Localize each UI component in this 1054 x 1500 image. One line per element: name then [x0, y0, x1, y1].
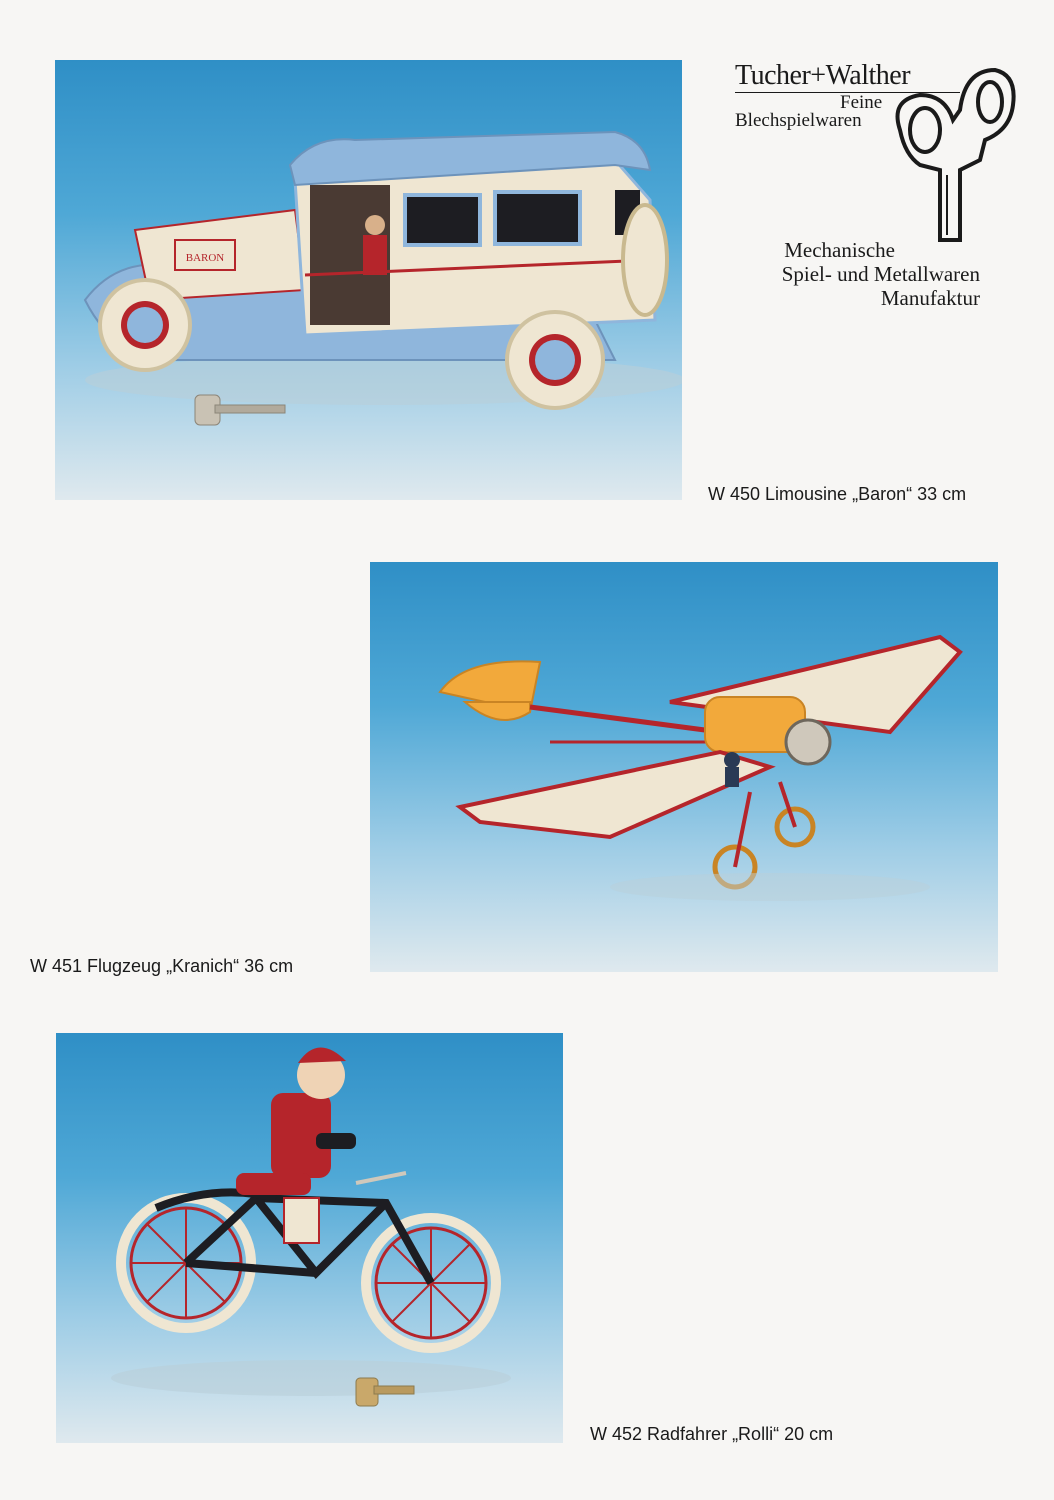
- tagline-1: Mechanische: [784, 238, 895, 262]
- tagline-2: Spiel- und Metallwaren: [781, 262, 980, 286]
- brand-name: Tucher+Walther: [735, 60, 911, 91]
- caption-airplane: W 451 Flugzeug „Kranich“ 36 cm: [30, 956, 294, 976]
- photo-limousine: [55, 60, 682, 500]
- wind-up-key-logo-icon: [885, 60, 1020, 245]
- badge-baron: BARON: [185, 252, 225, 264]
- caption-cyclist: W 452 Radfahrer „Rolli“ 20 cm: [590, 1424, 834, 1444]
- limousine-illustration: [55, 60, 682, 500]
- brand-subtitle-1: Feine: [840, 92, 883, 113]
- caption-limousine: W 450 Limousine „Baron“ 33 cm: [708, 484, 967, 504]
- airplane-illustration: [370, 562, 998, 972]
- cyclist-illustration: [56, 1033, 563, 1443]
- photo-airplane: [370, 562, 998, 972]
- brand-subtitle-2: Blechspielwaren: [735, 110, 862, 131]
- photo-cyclist: [56, 1033, 563, 1443]
- tagline-3: Manufaktur: [880, 286, 980, 310]
